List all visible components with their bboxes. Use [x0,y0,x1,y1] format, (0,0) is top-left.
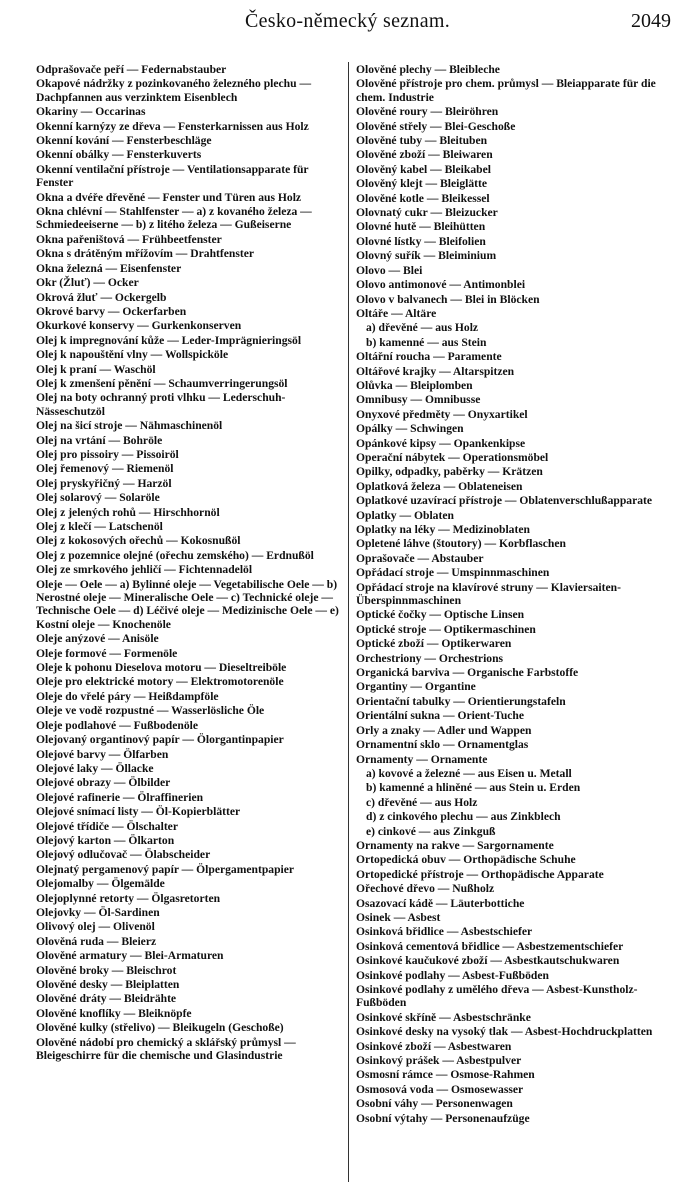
index-entry: Olejoplynné retorty — Ölgasretorten [36,891,221,905]
index-entry: Olejové obrazy — Ölbilder [36,776,171,790]
index-entry: Oleje — Oele — a) Bylinné oleje — Vegetabilische Oele — b) Nerostné oleje — Mineralische Oele — c) Technické oleje — Technische Oele — d) Léčivé oleje — Medizinische Oele — e) Kostní oleje — Knochenöle [36,577,339,631]
index-entry: Osobní výtahy — Personenaufzüge [356,1111,530,1125]
index-entry: Olej pro pissoiry — Pissoiröl [36,447,179,461]
index-entry: Olejovaný organtinový papír — Ölorgantinpapier [36,733,284,747]
index-entry: b) kamenné — aus Stein [366,335,487,349]
index-entry: Organtiny — Organtine [356,680,476,694]
index-entry: Ortopedické přístroje — Orthopädische Apparate [356,867,604,881]
index-entry: Osinkové desky na vysoký tlak — Asbest-Hochdruckplatten [356,1025,653,1039]
index-entry: Osinkové zboží — Asbestwaren [356,1039,512,1053]
index-entry: Ořechové dřevo — Nußholz [356,882,495,896]
index-entry: Oleje anýzové — Anisöle [36,632,159,646]
index-entry: Okr (Žluť) — Ocker [36,276,139,290]
index-entry: Okna železná — Eisenfenster [36,261,182,275]
index-entry: Olejový odlučovač — Ölabscheider [36,848,211,862]
index-entry: Osinkový prášek — Asbestpulver [356,1054,522,1068]
index-entry: Organická barviva — Organische Farbstoffe [356,666,579,680]
index-entry: Osinek — Asbest [356,910,441,924]
index-entry: Opletené láhve (štoutory) — Korbflaschen [356,537,566,551]
index-entry: Ornamenty na rakve — Sargornamente [356,838,554,852]
index-entry: Olejový karton — Ölkarton [36,833,175,847]
index-entry: Orchestriony — Orchestrions [356,651,504,665]
index-entry: Olej ze smrkového jehličí — Fichtennadelöl [36,563,253,577]
index-entry: Okna chlévní — Stahlfenster — a) z kovaného železa — Schmiedeeiserne — b) z litého železa — Gußeiserne [36,205,312,232]
index-entry: Olověné broky — Bleischrot [36,963,177,977]
index-entry: Osobní váhy — Personenwagen [356,1097,513,1111]
index-entry: Olej k zmenšení pěnění — Schaumverringerungsöl [36,376,288,390]
index-entry: Olovo v balvanech — Blei in Blöcken [356,292,540,306]
index-entry: Orientální sukna — Orient-Tuche [356,709,525,723]
index-entry: Oleje k pohonu Dieselova motoru — Dieseltreiböle [36,661,287,675]
index-entry: Olejnatý pergamenový papír — Ölpergamentpapier [36,862,295,876]
index-entry: Okurkové konservy — Gurkenkonserven [36,319,242,333]
index-entry: Oplatky — Oblaten [356,508,454,522]
index-entry: Oplatková železa — Oblateneisen [356,479,523,493]
index-entry: Olej pryskyřičný — Harzöl [36,476,172,490]
index-entry: Olověné roury — Bleiröhren [356,105,499,119]
index-entry: Okariny — Occarinas [36,105,146,119]
index-entry: Osinkové podlahy z umělého dřeva — Asbest-Kunstholz-Fußböden [356,983,638,1010]
column-divider [348,62,349,1182]
index-entry: Okapové nádržky z pozinkovaného železného plechu — Dachpfannen aus verzinktem Eisenblech [36,77,312,104]
page-number: 2049 [631,10,671,32]
index-entry: Optické zboží — Optikerwaren [356,637,512,651]
index-entry: Oleje do vřelé páry — Heißdampföle [36,689,219,703]
index-entry: Olověné kulky (střelivo) — Bleikugeln (Geschoße) [36,1021,284,1035]
index-entry: Okenní kování — Fensterbeschläge [36,134,212,148]
index-entry: Olovnatý cukr — Bleizucker [356,206,498,220]
index-entry: Ornamenty — Ornamente [356,752,488,766]
index-entry: Osinková cementová břidlice — Asbestzementschiefer [356,939,624,953]
index-entry: b) kamenné a hliněné — aus Stein u. Erden [366,781,581,795]
page-title: Česko-německý seznam. [244,10,451,32]
index-entry: d) z cinkového plechu — aus Zinkblech [366,810,561,824]
index-entry: Optické čočky — Optische Linsen [356,608,525,622]
index-entry: Olověné plechy — Bleibleche [356,63,500,76]
index-entry: Okna s drátěným mřížovím — Drahtfenster [36,247,254,261]
index-entry: Olověný kabel — Bleikabel [356,162,491,176]
index-entry: Onyxové předměty — Onyxartikel [356,407,528,421]
index-entry: Orly a znaky — Adler und Wappen [356,723,532,737]
index-entry: Omnibusy — Omnibusse [356,393,481,407]
index-entry: Okenní ventilační přístroje — Ventilationsapparate für Fenster [36,162,309,190]
index-entry: Olej z klečí — Latschenöl [36,520,163,533]
index-entry: Oltářové krajky — Altarspitzen [356,364,515,378]
index-entry: Olej na boty ochranný proti vlhku — Lederschuh-Nässeschutzöl [36,391,286,418]
index-entry: Olovo antimonové — Antimonblei [356,278,526,292]
index-entry: Olejové třídiče — Ölschalter [36,819,178,833]
index-entry: Oltáře — Altäre [356,306,437,320]
index-entry: Olověné armatury — Blei-Armaturen [36,949,224,963]
index-entry: Operační nábytek — Operationsmöbel [356,450,549,464]
index-entry: Olejové barvy — Ölfarben [36,747,169,761]
index-entry: Olovo — Blei [356,263,423,277]
index-entry: Olověné nádobí pro chemický a sklářský průmysl — Bleigeschirre für die chemische und Glasindustrie [36,1035,296,1063]
index-entry: Opánkové kipsy — Opankenkipse [356,436,526,450]
index-entry: Osinková břidlice — Asbestschiefer [356,925,533,939]
index-entry: Olejovky — Öl-Sardinen [36,905,160,919]
index-entry: Okrové barvy — Ockerfarben [36,304,187,318]
index-entry: Opřádací stroje na klavírové struny — Klaviersaiten-Überspinnmaschinen [356,580,621,608]
index-entry: Oprašovače — Abstauber [356,551,484,565]
index-entry: Oplatky na léky — Medizinoblaten [356,523,530,536]
index-entry: c) dřevěné — aus Holz [366,795,478,809]
index-entry: Olej k impregnování kůže — Leder-Imprägnieringsöl [36,333,302,347]
index-entry: Oleje ve vodě rozpustné — Wasserlösliche Öle [36,704,265,718]
index-entry: Olej z pozemnice olejné (ořechu zemského) — Erdnußöl [36,548,314,562]
left-column [36,63,343,1063]
index-entry: Opřádací stroje — Umspinnmaschinen [356,566,550,580]
index-entry: Olej solarový — Solaröle [36,491,160,505]
index-entry: Olověné střely — Blei-Geschoße [356,119,516,133]
index-entry: Ortopedická obuv — Orthopädische Schuhe [356,853,576,867]
index-entry: Orientační tabulky — Orientierungstafeln [356,694,566,708]
index-entry: a) dřevěné — aus Holz [366,321,479,335]
index-entry: Olověné zboží — Bleiwaren [356,148,493,162]
index-entry: Osmosní rámce — Osmose-Rahmen [356,1068,535,1082]
index-entry: Olověné kotle — Bleikessel [356,191,490,205]
index-entry: Olověný klejt — Bleiglätte [356,177,488,191]
index-entry: Olej řemenový — Riemenöl [36,462,174,476]
index-entry: Olejomalby — Ölgemälde [36,877,165,891]
index-entry: Osazovací kádě — Läuterbottiche [356,896,525,910]
index-entry: Olej k napouštění vlny — Wollspicköle [36,348,229,362]
index-entry: Oplatkové uzavírací přístroje — Oblatenverschlußapparate [356,494,653,508]
index-entry: a) kovové a železné — aus Eisen u. Metall [366,766,572,780]
index-entry: Oleje pro elektrické motory — Elektromotorenöle [36,675,284,689]
index-entry: Olej k praní — Waschöl [36,362,156,376]
index-entry: Osinkové skříně — Asbestschränke [356,1010,531,1024]
index-entry: Opálky — Schwingen [356,422,464,436]
index-entry: Olejové rafinerie — Ölraffinerien [36,790,204,804]
page-header [0,6,695,40]
index-entry: Okna pařeništová — Frühbeetfenster [36,232,222,246]
index-entry: e) cinkové — aus Zinkguß [366,824,496,838]
right-column [356,63,668,1126]
index-entry: Olej na šicí stroje — Nähmaschinenöl [36,419,223,433]
index-entry: Optické stroje — Optikermaschinen [356,622,536,636]
index-entry: Olůvka — Bleiplomben [356,378,473,392]
index-entry: Olověné desky — Bleiplatten [36,978,180,991]
index-entry: Opilky, odpadky, paběrky — Krätzen [356,465,543,479]
index-entry: Osmosová voda — Osmosewasser [356,1082,524,1096]
index-entry: Olivový olej — Olivenöl [36,920,155,934]
index-entry: Oltářní roucha — Paramente [356,350,502,364]
index-entry: Osinkové podlahy — Asbest-Fußböden [356,968,549,982]
index-entry: Olovné hutě — Bleihütten [356,220,486,234]
index-entry: Olej z jelených rohů — Hirschhornöl [36,505,220,519]
index-entry: Olověné přístroje pro chem. průmysl — Bleiapparate für die chem. Industrie [356,77,656,104]
index-entry: Oleje podlahové — Fußbodenöle [36,718,199,732]
index-entry: Okna a dvéře dřevěné — Fenster und Türen aus Holz [36,190,302,204]
index-entry: Odprašovače peří — Federnabstauber [36,63,227,76]
index-entry: Osinkové kaučukové zboží — Asbestkautschukwaren [356,954,620,968]
index-entry: Olovné lístky — Bleifolien [356,234,486,248]
index-entry: Olejové snímací listy — Öl-Kopierblätter [36,805,241,819]
index-entry: Okenní karnýzy ze dřeva — Fensterkarnissen aus Holz [36,119,309,133]
index-entry: Ornamentní sklo — Ornamentglas [356,738,529,752]
index-entry: Olej na vrtání — Bohröle [36,433,163,447]
index-entry: Olejové laky — Öllacke [36,761,154,775]
index-entry: Olověné tuby — Bleituben [356,134,488,148]
index-entry: Okrová žluť — Ockergelb [36,290,167,304]
index-entry: Olověné dráty — Bleidrähte [36,992,177,1006]
index-entry: Olověné knoflíky — Bleiknöpfe [36,1006,192,1020]
index-entry: Okenní obálky — Fensterkuverts [36,148,202,162]
index-entry: Olovný suřík — Bleiminium [356,249,497,263]
index-entry: Oleje formové — Formenöle [36,646,178,660]
index-entry: Olověná ruda — Bleierz [36,934,157,948]
index-entry: Olej z kokosových ořechů — Kokosnußöl [36,534,241,548]
